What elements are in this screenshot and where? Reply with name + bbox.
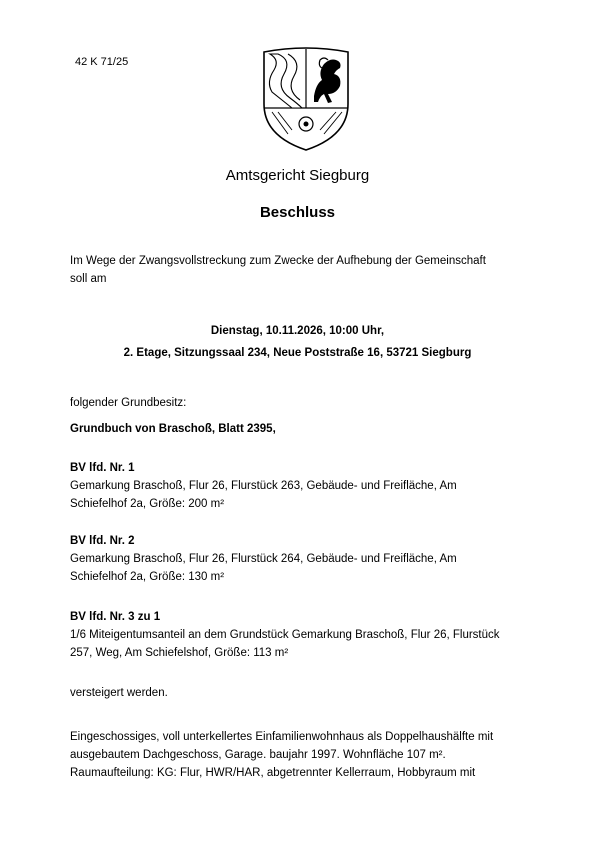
description-line: Eingeschossiges, voll unterkellertes Einfamilienwohnhaus als Doppelhaushälfte mit — [70, 731, 494, 743]
hearing-details — [0, 320, 595, 364]
intro-line: soll am — [70, 273, 107, 285]
hearing-location: 2. Etage, Sitzungssaal 234, Neue Poststraße 16, 53721 Siegburg — [123, 347, 472, 359]
description-line: Raumaufteilung: KG: Flur, HWR/HAR, abgetrennter Kellerraum, Hobbyraum mit — [70, 767, 476, 779]
item-line: Gemarkung Braschoß, Flur 26, Flurstück 263, Gebäude- und Freifläche, Am — [70, 480, 457, 492]
auction-phrase: versteigert werden. — [70, 687, 168, 699]
property-item — [70, 532, 540, 586]
item-heading: BV lfd. Nr. 2 — [70, 535, 135, 547]
document-title: Beschluss — [259, 204, 336, 221]
case-number: 42 K 71/25 — [75, 56, 129, 68]
description-paragraph — [70, 728, 540, 782]
intro-line: Im Wege der Zwangsvollstreckung zum Zwecke der Aufhebung der Gemeinschaft — [70, 255, 486, 267]
item-line: 257, Weg, Am Schiefelshof, Größe: 113 m² — [70, 647, 289, 659]
item-line: 1/6 Miteigentumsanteil an dem Grundstück Gemarkung Braschoß, Flur 26, Flurstück — [70, 629, 500, 641]
property-item — [70, 608, 540, 662]
court-name: Amtsgericht Siegburg — [225, 167, 370, 184]
item-heading: BV lfd. Nr. 3 zu 1 — [70, 611, 161, 623]
item-line: Gemarkung Braschoß, Flur 26, Flurstück 264, Gebäude- und Freifläche, Am — [70, 553, 457, 565]
hearing-date: Dienstag, 10.11.2026, 10:00 Uhr, — [210, 325, 385, 337]
description-line: ausgebautem Dachgeschoss, Garage. baujahr 1997. Wohnfläche 107 m². — [70, 749, 446, 761]
item-heading: BV lfd. Nr. 1 — [70, 462, 135, 474]
item-line: Schiefelhof 2a, Größe: 200 m² — [70, 498, 225, 510]
coat-of-arms-icon — [258, 46, 354, 154]
land-register: Grundbuch von Braschoß, Blatt 2395, — [70, 423, 276, 435]
item-line: Schiefelhof 2a, Größe: 130 m² — [70, 571, 225, 583]
property-intro: folgender Grundbesitz: — [70, 397, 187, 409]
property-item — [70, 459, 540, 513]
intro-paragraph — [70, 252, 540, 288]
